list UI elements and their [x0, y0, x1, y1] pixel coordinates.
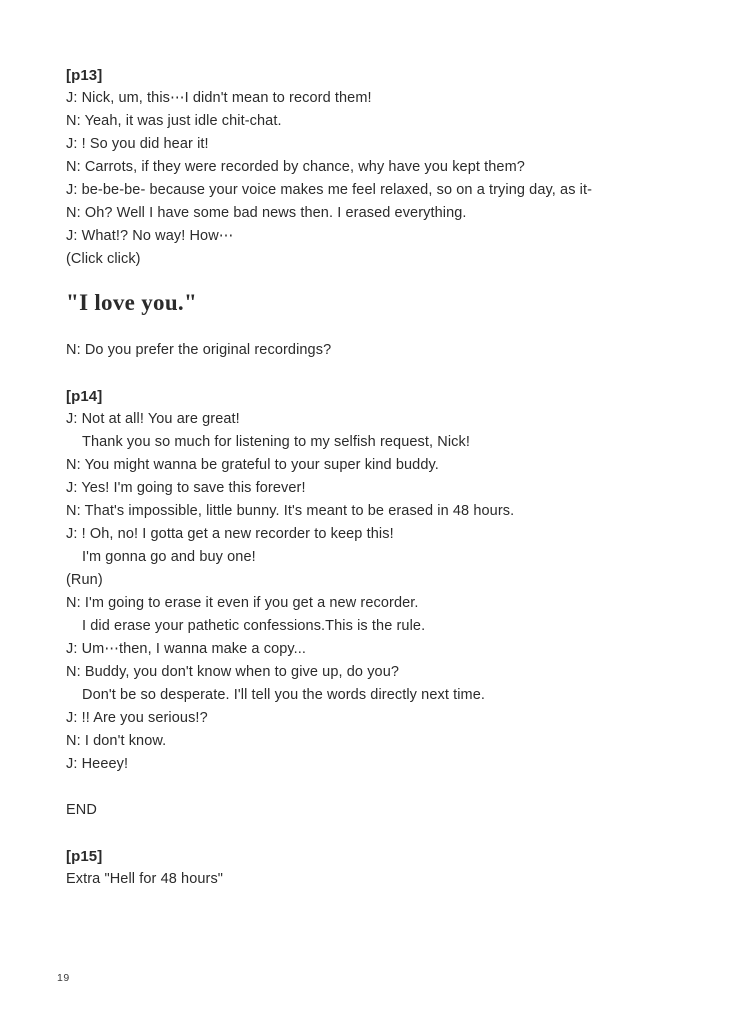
dialogue-line: N: I'm going to erase it even if you get a new recorder.	[66, 595, 419, 611]
script-text-block	[66, 64, 706, 891]
dialogue-line: N: That's impossible, little bunny. It's meant to be erased in 48 hours.	[66, 503, 515, 519]
dialogue-line-continuation: Don't be so desperate. I'll tell you the words directly next time.	[82, 687, 486, 703]
blank-line	[66, 822, 706, 845]
dialogue-line-continuation: Thank you so much for listening to my selfish request, Nick!	[82, 434, 470, 450]
quote-heading: "I love you."	[66, 290, 198, 315]
dialogue-line: J: Nick, um, this⋯I didn't mean to record them!	[66, 90, 372, 106]
dialogue-line: N: Oh? Well I have some bad news then. I erased everything.	[66, 205, 467, 221]
dialogue-line: END	[66, 802, 97, 818]
blank-line	[66, 362, 706, 385]
dialogue-line: J: Yes! I'm going to save this forever!	[66, 480, 306, 496]
dialogue-line-continuation: I did erase your pathetic confessions.This is the rule.	[82, 618, 426, 634]
dialogue-line: Extra "Hell for 48 hours"	[66, 871, 224, 887]
dialogue-line: J: be-be-be- because your voice makes me feel relaxed, so on a trying day, as it-	[66, 182, 593, 198]
section-label: [p15]	[66, 848, 103, 865]
dialogue-line: N: Do you prefer the original recordings?	[66, 342, 332, 358]
dialogue-line: J: Heeey!	[66, 756, 129, 772]
dialogue-line: J: ! Oh, no! I gotta get a new recorder to keep this!	[66, 526, 394, 542]
dialogue-line: (Run)	[66, 572, 103, 588]
dialogue-line: J: What!? No way! How⋯	[66, 228, 234, 244]
dialogue-line: J: ! So you did hear it!	[66, 136, 209, 152]
dialogue-line: N: Yeah, it was just idle chit-chat.	[66, 113, 282, 129]
dialogue-line: N: I don't know.	[66, 733, 167, 749]
blank-line	[66, 776, 706, 799]
dialogue-line: J: Um⋯then, I wanna make a copy...	[66, 641, 307, 657]
dialogue-line: N: Carrots, if they were recorded by chance, why have you kept them?	[66, 159, 525, 175]
page-number: 19	[57, 972, 70, 984]
dialogue-line-continuation: I'm gonna go and buy one!	[82, 549, 256, 565]
dialogue-line: N: You might wanna be grateful to your super kind buddy.	[66, 457, 439, 473]
dialogue-line: J: Not at all! You are great!	[66, 411, 240, 427]
dialogue-line: J: !! Are you serious!?	[66, 710, 208, 726]
dialogue-line: N: Buddy, you don't know when to give up, do you?	[66, 664, 400, 680]
section-label: [p13]	[66, 67, 103, 84]
dialogue-line: (Click click)	[66, 251, 141, 267]
section-label: [p14]	[66, 388, 103, 405]
